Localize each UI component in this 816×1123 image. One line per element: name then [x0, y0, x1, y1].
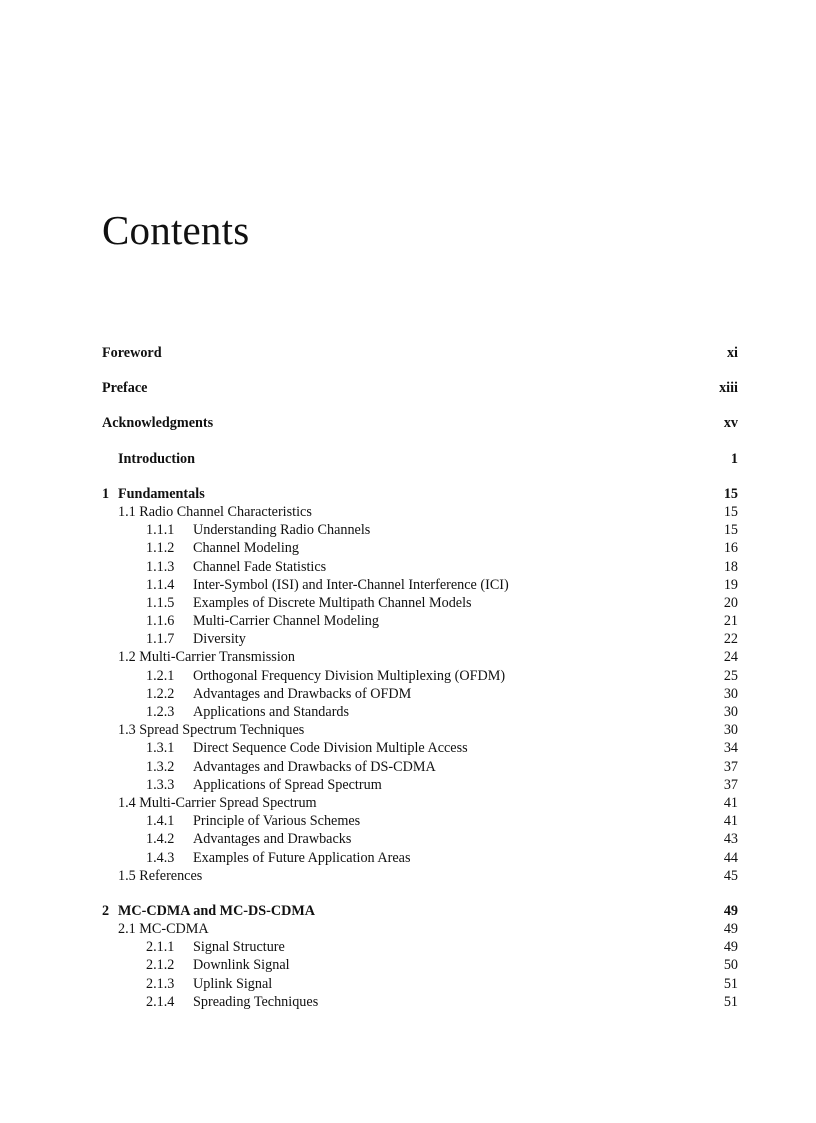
toc-entry-label: Orthogonal Frequency Division Multiplexing (OFDM) — [193, 667, 506, 684]
toc-entry-label: Principle of Various Schemes — [193, 813, 361, 830]
chapter-number: 2 — [102, 902, 110, 919]
toc-section-1-2[interactable] — [102, 648, 738, 666]
toc-entry-acknowledgments[interactable] — [102, 414, 738, 432]
chapter-title: Fundamentals — [118, 485, 205, 502]
toc-entry-label: Multi-Carrier Channel Modeling — [193, 613, 379, 630]
toc-entry-number: 1.1.1 — [146, 522, 175, 539]
toc-entry-page: 1 — [730, 450, 738, 467]
toc-entry-page: 22 — [723, 631, 738, 648]
toc-entry-page: 43 — [723, 831, 738, 848]
toc-entry-number: 1.1.4 — [146, 576, 175, 593]
toc-section-1-5[interactable] — [102, 867, 738, 885]
toc-entry-label: Examples of Discrete Multipath Channel Models — [193, 594, 472, 611]
toc-entry-page: 16 — [723, 540, 738, 557]
toc-entry-page: 21 — [723, 613, 738, 630]
toc-entry-number: 1.1.5 — [146, 594, 175, 611]
toc-subsection-1-1-1[interactable] — [102, 521, 738, 539]
toc-entry-label: Advantages and Drawbacks — [193, 831, 352, 848]
toc-entry-label: 1.4 Multi-Carrier Spread Spectrum — [118, 794, 317, 811]
toc-entry-page: 41 — [723, 813, 738, 830]
toc-entry-page: xv — [723, 415, 738, 432]
toc-subsection-1-4-1[interactable] — [102, 812, 738, 830]
toc-entry-label: Channel Fade Statistics — [193, 558, 327, 575]
toc-entry-label: Examples of Future Application Areas — [193, 849, 411, 866]
toc-entry-label: Preface — [102, 380, 148, 397]
toc-section-2-1[interactable] — [102, 920, 738, 938]
toc-entry-number: 1.1.6 — [146, 613, 175, 630]
toc-subsection-1-2-2[interactable] — [102, 685, 738, 703]
toc-entry-page: 15 — [723, 503, 738, 520]
toc-chapter-2[interactable] — [102, 902, 738, 920]
toc-entry-number: 1.3.1 — [146, 740, 175, 757]
toc-entry-page: 25 — [723, 667, 738, 684]
toc-subsection-2-1-2[interactable] — [102, 956, 738, 974]
toc-entry-label: Introduction — [118, 450, 195, 467]
toc-entry-label: Inter-Symbol (ISI) and Inter-Channel Interference (ICI) — [193, 576, 509, 593]
toc-entry-introduction[interactable] — [102, 450, 738, 468]
toc-entry-label: 1.1 Radio Channel Characteristics — [118, 503, 312, 520]
toc-entry-label: 2.1 MC-CDMA — [118, 921, 209, 938]
toc-entry-number: 1.3.2 — [146, 758, 175, 775]
toc-subsection-1-1-3[interactable] — [102, 558, 738, 576]
toc-entry-label: Advantages and Drawbacks of DS-CDMA — [193, 758, 436, 775]
toc-entry-page: 49 — [723, 939, 738, 956]
toc-entry-page: 37 — [723, 758, 738, 775]
toc-entry-label: Foreword — [102, 345, 162, 361]
toc-entry-page: xiii — [719, 380, 738, 397]
toc-subsection-1-3-3[interactable] — [102, 776, 738, 794]
toc-entry-page: 19 — [723, 576, 738, 593]
toc-subsection-1-4-2[interactable] — [102, 830, 738, 848]
toc-entry-page: 15 — [723, 522, 738, 539]
toc-entry-label: 1.5 References — [118, 867, 203, 884]
table-of-contents — [102, 344, 738, 1011]
toc-subsection-2-1-3[interactable] — [102, 975, 738, 993]
toc-entry-label: Advantages and Drawbacks of OFDM — [193, 685, 412, 702]
page-title: Contents — [102, 207, 250, 253]
toc-subsection-1-1-6[interactable] — [102, 612, 738, 630]
toc-section-1-1[interactable] — [102, 503, 738, 521]
toc-subsection-1-4-3[interactable] — [102, 849, 738, 867]
toc-entry-label: 1.3 Spread Spectrum Techniques — [118, 722, 305, 739]
toc-entry-page: 51 — [723, 993, 738, 1010]
toc-subsection-1-1-7[interactable] — [102, 630, 738, 648]
toc-entry-number: 2.1.3 — [146, 975, 175, 992]
toc-entry-page: 49 — [723, 902, 738, 919]
chapter-title: MC-CDMA and MC-DS-CDMA — [118, 902, 316, 919]
toc-subsection-2-1-4[interactable] — [102, 993, 738, 1011]
toc-entry-page: 18 — [723, 558, 738, 575]
toc-entry-label: Downlink Signal — [193, 957, 290, 974]
toc-entry-label: 1.2 Multi-Carrier Transmission — [118, 649, 295, 666]
toc-entry-page: xi — [726, 345, 738, 361]
toc-subsection-1-1-4[interactable] — [102, 576, 738, 594]
toc-entry-page: 30 — [723, 685, 738, 702]
toc-entry-label: Direct Sequence Code Division Multiple Access — [193, 740, 468, 757]
toc-subsection-1-1-5[interactable] — [102, 594, 738, 612]
chapter-number: 1 — [102, 485, 110, 502]
toc-entry-number: 1.2.3 — [146, 704, 175, 720]
toc-entry-preface[interactable] — [102, 379, 738, 397]
toc-entry-number: 2.1.2 — [146, 957, 175, 974]
toc-entry-page: 50 — [723, 957, 738, 974]
toc-subsection-1-1-2[interactable] — [102, 539, 738, 557]
toc-entry-number: 1.2.1 — [146, 667, 175, 684]
toc-section-1-3[interactable] — [102, 721, 738, 739]
toc-entry-label: Applications and Standards — [193, 704, 350, 720]
toc-subsection-1-2-1[interactable] — [102, 667, 738, 685]
toc-entry-page: 49 — [723, 921, 738, 938]
toc-entry-number: 1.1.3 — [146, 558, 175, 575]
toc-subsection-2-1-1[interactable] — [102, 938, 738, 956]
toc-entry-number: 1.4.3 — [146, 849, 175, 866]
toc-entry-foreword[interactable] — [102, 344, 738, 362]
toc-entry-label: Signal Structure — [193, 939, 285, 956]
toc-entry-label: Uplink Signal — [193, 975, 273, 992]
toc-entry-page: 20 — [723, 594, 738, 611]
toc-entry-number: 1.1.7 — [146, 631, 175, 648]
toc-section-1-4[interactable] — [102, 794, 738, 812]
toc-entry-page: 37 — [723, 776, 738, 793]
toc-subsection-1-3-2[interactable] — [102, 758, 738, 776]
toc-entry-page: 44 — [723, 849, 738, 866]
toc-entry-page: 51 — [723, 975, 738, 992]
toc-entry-number: 2.1.4 — [146, 993, 175, 1010]
toc-entry-label: Acknowledgments — [102, 415, 214, 432]
toc-subsection-1-3-1[interactable] — [102, 739, 738, 757]
toc-entry-label: Understanding Radio Channels — [193, 522, 371, 539]
toc-entry-page: 30 — [723, 722, 738, 739]
toc-entry-page: 45 — [723, 867, 738, 884]
toc-entry-number: 1.2.2 — [146, 685, 175, 702]
toc-subsection-1-2-3[interactable] — [102, 703, 738, 721]
toc-entry-page: 34 — [723, 740, 738, 757]
toc-entry-label: Diversity — [193, 631, 246, 648]
toc-entry-label: Channel Modeling — [193, 540, 299, 557]
toc-chapter-1[interactable] — [102, 485, 738, 503]
toc-entry-label: Spreading Techniques — [193, 993, 319, 1010]
toc-entry-page: 15 — [723, 485, 738, 502]
toc-entry-page: 24 — [723, 649, 738, 666]
toc-entry-number: 2.1.1 — [146, 939, 175, 956]
toc-entry-number: 1.4.2 — [146, 831, 175, 848]
toc-entry-number: 1.1.2 — [146, 540, 175, 557]
toc-entry-label: Applications of Spread Spectrum — [193, 776, 382, 793]
toc-entry-number: 1.4.1 — [146, 813, 175, 830]
toc-entry-page: 41 — [723, 794, 738, 811]
toc-entry-number: 1.3.3 — [146, 776, 175, 793]
toc-entry-page: 30 — [723, 704, 738, 720]
